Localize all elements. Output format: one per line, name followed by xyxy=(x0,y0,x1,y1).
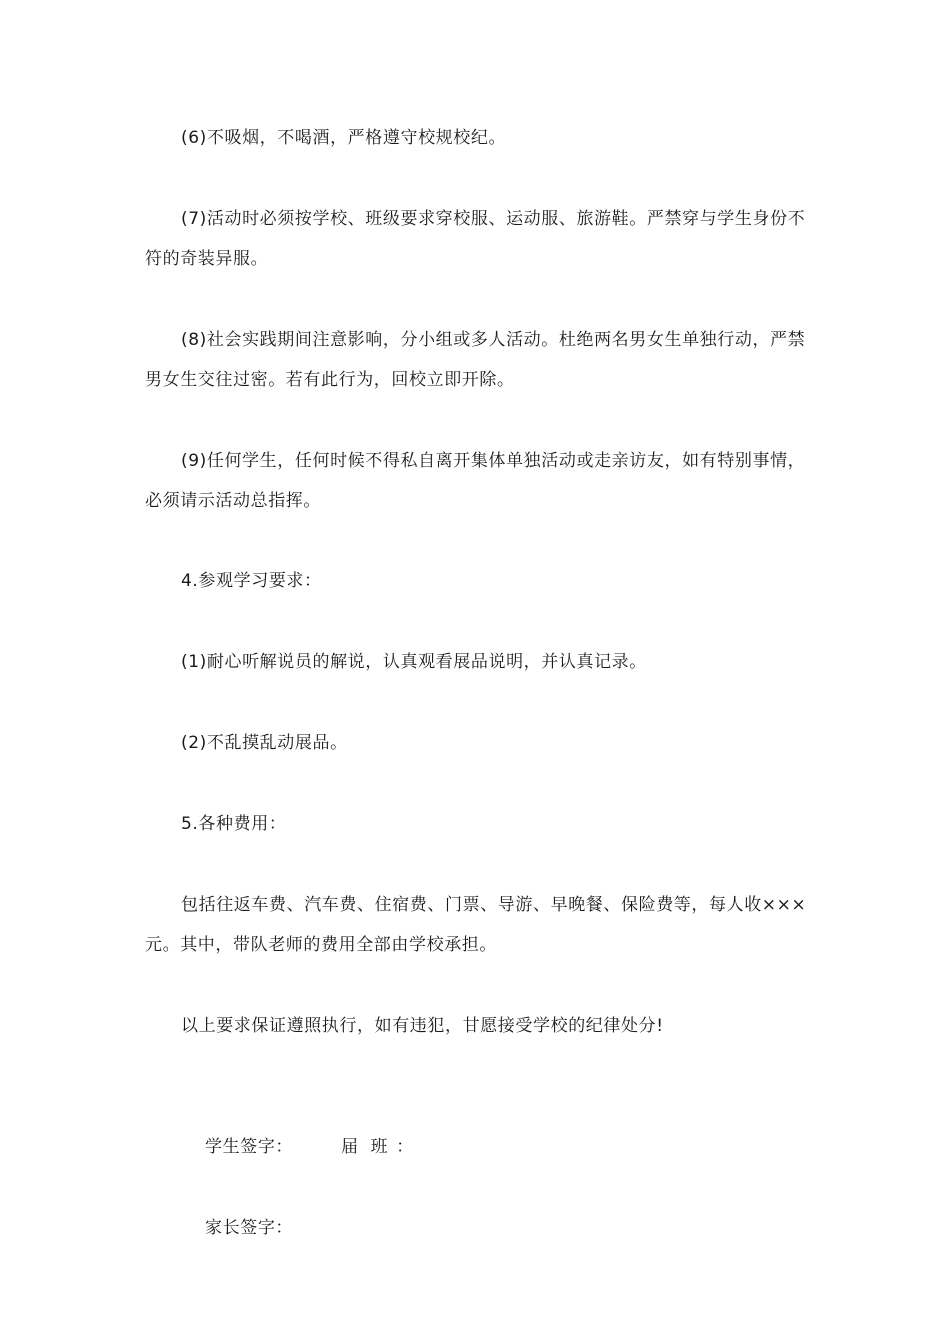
student-signature-label: 学生签字： xyxy=(205,1137,294,1157)
paragraph-pledge: 以上要求保证遵照执行，如有违犯，甘愿接受学校的纪律处分! xyxy=(181,1016,664,1036)
paragraph-visit-2: (2)不乱摸乱动展品。 xyxy=(181,733,348,753)
paragraph-visit-1: (1)耐心听解说员的解说，认真观看展品说明，并认真记录。 xyxy=(181,652,647,672)
section-heading-fees: 5.各种费用： xyxy=(181,814,287,834)
paragraph-rule-7: (7)活动时必须按学校、班级要求穿校服、运动服、旅游鞋。严禁穿与学生身份不符的奇装异服。 xyxy=(145,209,806,269)
class-colon: ： xyxy=(396,1137,414,1157)
grade-label: 届 xyxy=(341,1137,359,1157)
paragraph-rule-6: (6)不吸烟，不喝酒，严格遵守校规校纪。 xyxy=(181,128,507,148)
parent-signature-line xyxy=(181,1168,293,1288)
parent-signature-label: 家长签字： xyxy=(205,1218,294,1238)
paragraph-fees: 包括往返车费、汽车费、住宿费、门票、导游、早晚餐、保险费等，每人收×××元。其中，带队老师的费用全部由学校承担。 xyxy=(145,895,807,955)
paragraph-rule-8: (8)社会实践期间注意影响，分小组或多人活动。杜绝两名男女生单独行动，严禁男女生交往过密。若有此行为，回校立即开除。 xyxy=(145,330,806,390)
class-label: 班 xyxy=(370,1137,389,1157)
paragraph-rule-9: (9)任何学生，任何时候不得私自离开集体单独活动或走亲访友，如有特别事情，必须请示活动总指挥。 xyxy=(145,451,806,511)
section-heading-visit-requirements: 4.参观学习要求： xyxy=(181,571,322,591)
